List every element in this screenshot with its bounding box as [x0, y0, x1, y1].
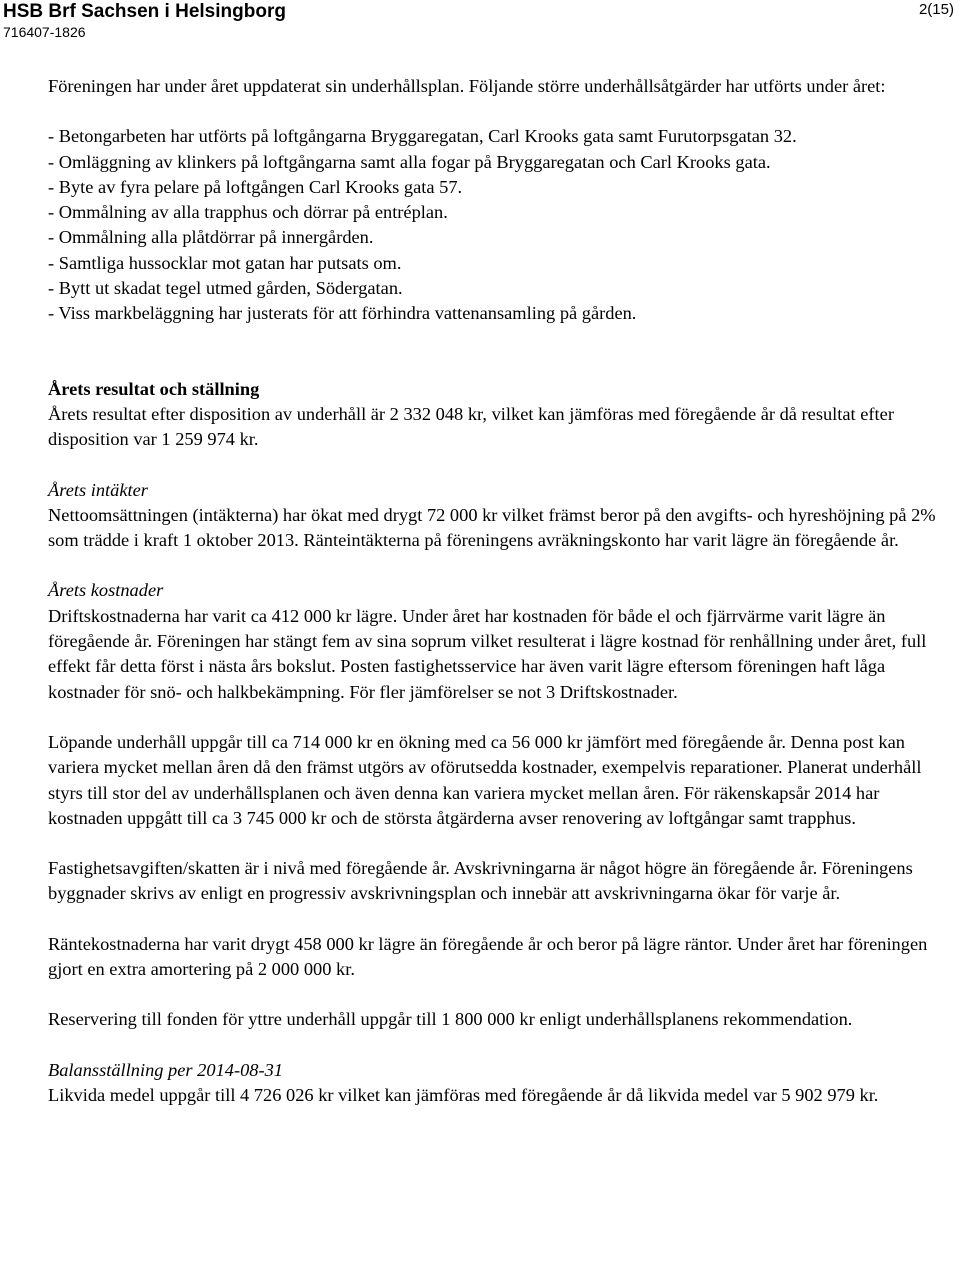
maintenance-item: - Betongarbeten har utförts på loftgångarna Bryggaregatan, Carl Krooks gata samt Furutorpsgatan 32. — [48, 126, 797, 147]
maintenance-costs-paragraph: Löpande underhåll uppgår till ca 714 000 kr en ökning med ca 56 000 kr jämfört med föregående år. Denna post kan variera mycket mellan åren då den främst utgörs av oförutsedda kostnader, exempelvis reparationer. Planerat underhåll styrs till stor del av underhållsplanen och även denna kan variera mycket mellan åren. För räkenskapsår 2014 har kostnaden uppgått till ca 3 745 000 kr och de största åtgärderna avser renovering av loftgångar samt trapphus. — [48, 731, 922, 828]
maintenance-item: - Byte av fyra pelare på loftgången Carl Krooks gata 57. — [48, 176, 463, 197]
page-number: 2(15) — [918, 1, 954, 18]
spacer — [48, 1033, 953, 1058]
maintenance-item: - Omläggning av klinkers på loftgångarna samt alla fogar på Bryggaregatan och Carl Krooks gata. — [48, 151, 771, 172]
spacer — [48, 831, 953, 856]
spacer — [48, 99, 953, 124]
spacer — [48, 705, 953, 730]
maintenance-item: - Viss markbeläggning har justerats för att förhindra vattenansamling på gården. — [48, 303, 637, 324]
spacer — [48, 327, 953, 377]
organization-name: HSB Brf Sachsen i Helsingborg — [3, 1, 286, 22]
costs-paragraph: Driftskostnaderna har varit ca 412 000 kr lägre. Under året har kostnaden för både el och fjärrvärme varit lägre än föregående år. Föreningen har stängt fem av sina soprum vilket resulterat i lägre kostnad för renhållning under året, full effekt får detta först i nästa års bokslut. Posten fastighetsservice har även varit lägre eftersom föreningen haft låga kostnader för snö- och halkbekämpning. För fler jämförelser se not 3 Driftskostnader. — [48, 605, 927, 702]
maintenance-item: - Ommålning alla plåtdörrar på innergården. — [48, 227, 374, 248]
balance-heading: Balansställning per 2014-08-31 — [48, 1059, 283, 1080]
costs-heading: Årets kostnader — [48, 580, 164, 601]
maintenance-list — [48, 124, 953, 326]
interest-costs-paragraph: Räntekostnaderna har varit drygt 458 000 kr lägre än föregående år och beror på lägre räntor. Under året har föreningen gjort en extra amortering på 2 000 000 kr. — [48, 933, 928, 980]
spacer — [48, 982, 953, 1007]
document-body — [48, 74, 953, 1108]
spacer — [48, 453, 953, 478]
result-heading: Årets resultat och ställning — [48, 378, 260, 399]
intro-paragraph: Föreningen har under året uppdaterat sin underhållsplan. Följande större underhållsåtgärder har utförts under året: — [48, 76, 886, 96]
spacer — [48, 553, 953, 578]
property-tax-paragraph: Fastighetsavgiften/skatten är i nivå med föregående år. Avskrivningarna är något högre än föregående år. Föreningens byggnader skrivs av enligt en progressiv avskrivningsplan och innebär att avskrivningarna ökar för varje år. — [48, 858, 913, 904]
result-paragraph: Årets resultat efter disposition av underhåll är 2 332 048 kr, vilket kan jämföras med föregående år då resultat efter disposition var 1 259 974 kr. — [48, 403, 894, 450]
maintenance-item: - Samtliga hussocklar mot gatan har putsats om. — [48, 252, 402, 273]
reserve-fund-paragraph: Reservering till fonden för yttre underhåll uppgår till 1 800 000 kr enligt underhållsplanens rekommendation. — [48, 1009, 853, 1030]
income-heading: Årets intäkter — [48, 479, 148, 500]
page-header — [0, 0, 960, 44]
income-paragraph: Nettoomsättningen (intäkterna) har ökat med drygt 72 000 kr vilket främst beror på den avgifts- och hyreshöjning på 2% som trädde i kraft 1 oktober 2013. Ränteintäkterna på föreningens avräkningskonto har varit lägre än föregående år. — [48, 504, 936, 551]
spacer — [48, 907, 953, 932]
organization-number: 716407-1826 — [3, 24, 86, 40]
maintenance-item: - Bytt ut skadat tegel utmed gården, Södergatan. — [48, 278, 403, 299]
balance-paragraph: Likvida medel uppgår till 4 726 026 kr vilket kan jämföras med föregående år då likvida medel var 5 902 979 kr. — [48, 1084, 879, 1105]
maintenance-item: - Ommålning av alla trapphus och dörrar på entréplan. — [48, 202, 448, 223]
